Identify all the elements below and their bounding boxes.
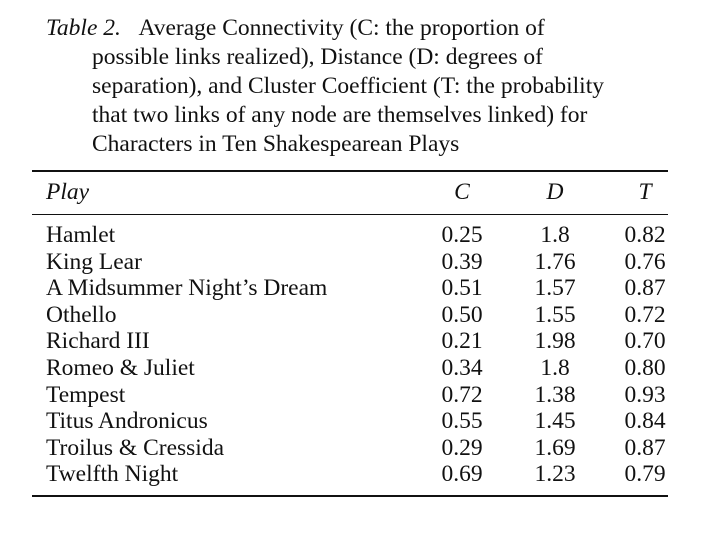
cell-play: Romeo & Juliet: [46, 354, 195, 381]
table-row: [0, 275, 716, 302]
cell-play: King Lear: [46, 248, 142, 275]
cell-t: 0.72: [624, 301, 666, 328]
cell-d: 1.98: [534, 328, 576, 355]
cell-t: 0.93: [624, 381, 666, 408]
table-label: Table 2.: [46, 15, 121, 41]
cell-t: 0.87: [624, 434, 666, 461]
cell-t: 0.82: [624, 222, 666, 248]
cell-d: 1.23: [534, 461, 576, 488]
cell-c: 0.72: [441, 381, 483, 408]
header-rule: [32, 214, 668, 215]
header-t: T: [638, 179, 652, 205]
cell-play: Othello: [46, 301, 117, 328]
cell-t: 0.87: [624, 275, 666, 302]
cell-d: 1.45: [534, 408, 576, 435]
table-row: [0, 382, 716, 409]
cell-d: 1.69: [534, 434, 576, 461]
table-row: [0, 355, 716, 382]
cell-c: 0.51: [441, 275, 483, 302]
caption-line: possible links realized), Distance (D: degrees of: [92, 44, 543, 70]
cell-c: 0.50: [441, 301, 483, 328]
table-row: [0, 249, 716, 276]
cell-c: 0.55: [441, 408, 483, 435]
cell-c: 0.69: [441, 461, 483, 488]
header-c: C: [454, 179, 470, 205]
bottom-rule: [32, 495, 668, 497]
cell-play: Titus Andronicus: [46, 408, 208, 435]
cell-t: 0.76: [624, 248, 666, 275]
cell-d: 1.55: [534, 301, 576, 328]
caption-line: separation), and Cluster Coefficient (T: the probability: [92, 73, 604, 99]
table-row: [0, 328, 716, 355]
cell-c: 0.34: [441, 354, 483, 381]
cell-play: Tempest: [46, 381, 126, 408]
caption-line: that two links of any node are themselves linked) for: [92, 102, 588, 128]
top-rule: [32, 170, 668, 172]
cell-d: 1.76: [534, 248, 576, 275]
table-row: [0, 222, 716, 249]
table-row: [0, 408, 716, 435]
cell-d: 1.8: [540, 222, 570, 248]
cell-d: 1.57: [534, 275, 576, 302]
cell-play: A Midsummer Night’s Dream: [46, 275, 328, 302]
table-row: [0, 302, 716, 329]
cell-t: 0.80: [624, 354, 666, 381]
cell-c: 0.29: [441, 434, 483, 461]
cell-c: 0.39: [441, 248, 483, 275]
cell-t: 0.84: [624, 408, 666, 435]
cell-c: 0.25: [441, 222, 483, 248]
table-body: [0, 222, 716, 488]
cell-d: 1.8: [540, 354, 570, 381]
table-row: [0, 461, 716, 488]
cell-t: 0.79: [624, 461, 666, 488]
caption-text: Average Connectivity (C: the proportion of: [138, 15, 545, 41]
cell-t: 0.70: [624, 328, 666, 355]
cell-play: Twelfth Night: [46, 461, 179, 488]
cell-play: Hamlet: [46, 222, 116, 248]
caption-line: Characters in Ten Shakespearean Plays: [92, 131, 460, 157]
cell-d: 1.38: [534, 381, 576, 408]
caption-line: [46, 14, 686, 43]
cell-play: Troilus & Cressida: [46, 434, 225, 461]
table-row: [0, 435, 716, 462]
table-caption: [46, 14, 686, 159]
header-play: Play: [46, 179, 90, 205]
cell-c: 0.21: [441, 328, 483, 355]
cell-play: Richard III: [46, 328, 150, 355]
header-d: D: [546, 179, 564, 205]
